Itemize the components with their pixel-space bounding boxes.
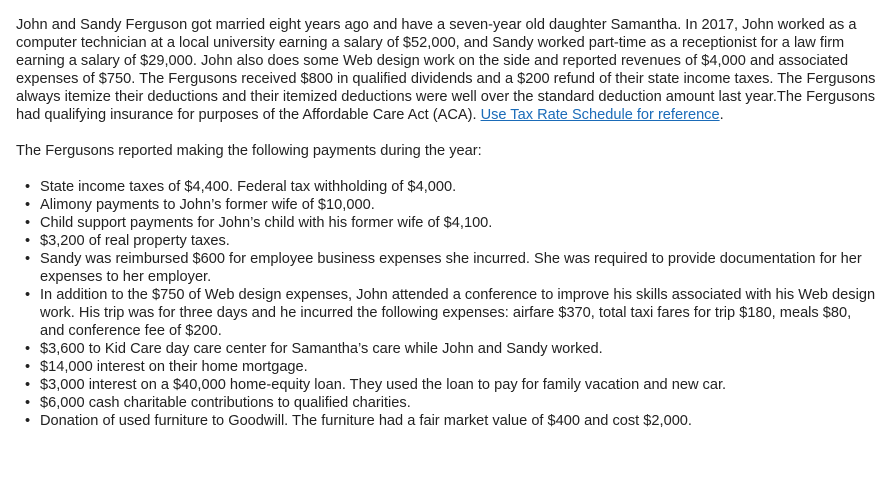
list-item: • Sandy was reimbursed $600 for employee business expenses she incurred. She was required to provide documentation for her expenses to her employer.: [40, 250, 877, 286]
intro-period: .: [719, 107, 724, 123]
list-item: • $3,000 interest on a $40,000 home-equity loan. They used the loan to pay for family vacation and new car.: [40, 376, 877, 394]
list-item: • State income taxes of $4,400. Federal tax withholding of $4,000.: [40, 178, 877, 196]
list-item: • Alimony payments to John’s former wife of $10,000.: [40, 196, 877, 214]
intro-text: John and Sandy Ferguson got married eight years ago and have a seven-year old daughter Samantha. In 2017, John worked as a computer technician at a local university earning a salary of $52,000, and Sandy worked part-time as a receptionist for a law firm earning a salary of $29,000. John also does some Web design work on the side and reported revenues of $4,000 and associated expenses of $750. The Fergusons received $800 in qualified dividends and a $200 refund of their state income taxes. The Fergusons always itemize their deductions and their itemized deductions were well over the standard deduction amount last year.The Fergusons had qualifying insurance for purposes of the Affordable Care Act (ACA).: [16, 17, 876, 123]
intro-paragraph: [16, 16, 877, 124]
payments-lead: The Fergusons reported making the following payments during the year:: [16, 143, 482, 159]
list-item: • $14,000 interest on their home mortgage.: [40, 358, 877, 376]
payments-list: [16, 178, 877, 430]
list-item: • Child support payments for John’s child with his former wife of $4,100.: [40, 214, 877, 232]
list-item: • $6,000 cash charitable contributions to qualified charities.: [40, 394, 877, 412]
list-item: • In addition to the $750 of Web design expenses, John attended a conference to improve his skills associated with his Web design work. His trip was for three days and he incurred the following expenses: airfare $370, total taxi fares for trip $180, meals $80, and conference fee of $200.: [40, 286, 877, 340]
list-item: • Donation of used furniture to Goodwill. The furniture had a fair market value of $400 and cost $2,000.: [40, 412, 877, 430]
list-item: • $3,200 of real property taxes.: [40, 232, 877, 250]
list-item: • $3,600 to Kid Care day care center for Samantha’s care while John and Sandy worked.: [40, 340, 877, 358]
tax-rate-schedule-link[interactable]: Use Tax Rate Schedule for reference: [480, 107, 720, 123]
